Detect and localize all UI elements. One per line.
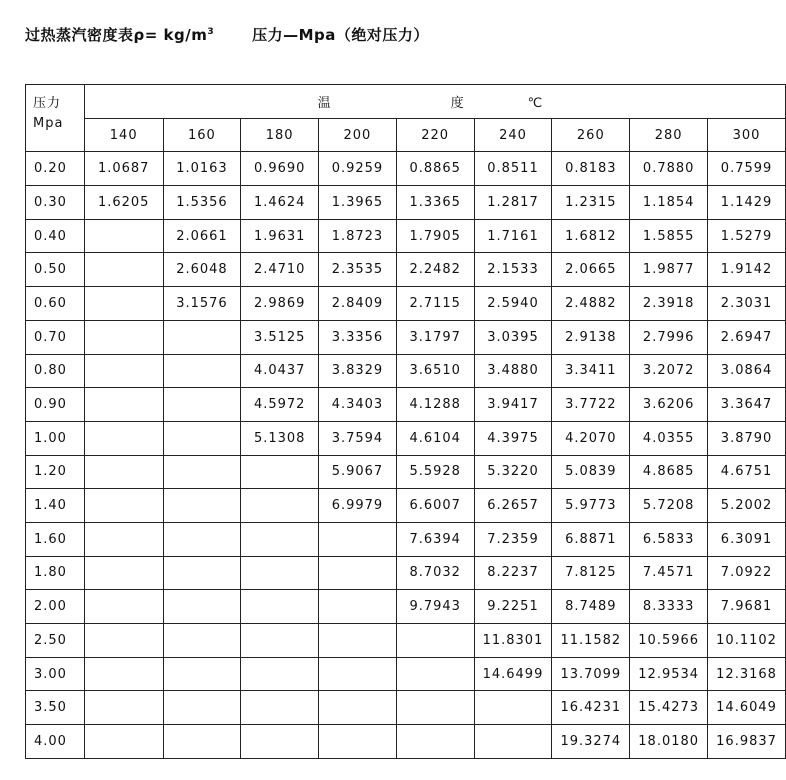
density-cell: 6.9979 [319, 489, 397, 523]
density-cell: 2.4710 [241, 253, 319, 287]
density-cell: 3.1576 [163, 287, 241, 321]
density-cell: 7.2359 [474, 522, 552, 556]
column-header-220: 220 [396, 118, 474, 152]
title-main: 过热蒸汽密度表ρ= kg/m [25, 26, 208, 44]
density-cell [241, 624, 319, 658]
density-cell [319, 691, 397, 725]
density-cell [163, 657, 241, 691]
pressure-header [26, 85, 85, 152]
density-cell: 9.2251 [474, 590, 552, 624]
pressure-cell: 0.20 [26, 152, 85, 186]
table-row [26, 624, 786, 658]
density-cell: 2.3031 [708, 287, 786, 321]
density-cell: 12.3168 [708, 657, 786, 691]
density-cell: 3.7594 [319, 421, 397, 455]
density-cell: 8.2237 [474, 556, 552, 590]
density-cell: 2.9138 [552, 320, 630, 354]
column-header-300: 300 [708, 118, 786, 152]
table-row [26, 725, 786, 759]
density-cell: 3.0395 [474, 320, 552, 354]
density-cell: 2.3918 [630, 287, 708, 321]
density-cell: 5.0839 [552, 455, 630, 489]
pressure-cell: 1.40 [26, 489, 85, 523]
density-cell: 6.8871 [552, 522, 630, 556]
density-cell [396, 691, 474, 725]
density-cell: 4.2070 [552, 421, 630, 455]
table-row [26, 320, 786, 354]
density-cell: 14.6049 [708, 691, 786, 725]
density-cell [163, 421, 241, 455]
density-cell [241, 657, 319, 691]
density-cell: 0.8511 [474, 152, 552, 186]
table-row [26, 219, 786, 253]
density-cell: 1.1854 [630, 186, 708, 220]
density-cell [163, 320, 241, 354]
density-cell [241, 556, 319, 590]
table-row [26, 152, 786, 186]
density-cell [84, 421, 163, 455]
density-cell: 8.7489 [552, 590, 630, 624]
pressure-cell: 0.50 [26, 253, 85, 287]
density-cell: 4.0437 [241, 354, 319, 388]
title-unit-superscript: 3 [207, 27, 215, 37]
density-cell: 18.0180 [630, 725, 708, 759]
table-row [26, 354, 786, 388]
density-cell: 2.8409 [319, 287, 397, 321]
density-cell: 0.8865 [396, 152, 474, 186]
temperature-header-char-2: 度 [450, 95, 464, 111]
density-cell: 3.7722 [552, 388, 630, 422]
table-row [26, 590, 786, 624]
density-cell [84, 219, 163, 253]
density-cell [319, 657, 397, 691]
density-cell [163, 522, 241, 556]
density-cell: 1.0687 [84, 152, 163, 186]
density-cell: 3.8790 [708, 421, 786, 455]
density-cell: 3.4880 [474, 354, 552, 388]
column-header-180: 180 [241, 118, 319, 152]
density-cell [84, 590, 163, 624]
density-cell: 2.5940 [474, 287, 552, 321]
density-cell [84, 725, 163, 759]
density-cell [84, 657, 163, 691]
density-cell: 1.2315 [552, 186, 630, 220]
density-cell: 7.9681 [708, 590, 786, 624]
pressure-header-unit: Mpa [33, 116, 64, 131]
pressure-cell: 0.60 [26, 287, 85, 321]
density-cell: 7.4571 [630, 556, 708, 590]
density-cell: 3.5125 [241, 320, 319, 354]
pressure-cell: 0.30 [26, 186, 85, 220]
density-cell [241, 455, 319, 489]
density-cell [163, 455, 241, 489]
table-row [26, 388, 786, 422]
density-cell [396, 657, 474, 691]
density-cell: 7.8125 [552, 556, 630, 590]
column-header-260: 260 [552, 118, 630, 152]
density-cell: 12.9534 [630, 657, 708, 691]
density-cell: 14.6499 [474, 657, 552, 691]
density-cell [84, 691, 163, 725]
density-cell: 3.1797 [396, 320, 474, 354]
density-cell: 4.6751 [708, 455, 786, 489]
pressure-cell: 2.50 [26, 624, 85, 658]
table-row [26, 287, 786, 321]
density-cell: 2.0661 [163, 219, 241, 253]
density-cell [241, 691, 319, 725]
density-cell: 2.3535 [319, 253, 397, 287]
density-cell: 10.1102 [708, 624, 786, 658]
density-cell: 4.3403 [319, 388, 397, 422]
density-cell: 6.5833 [630, 522, 708, 556]
density-cell: 0.7599 [708, 152, 786, 186]
density-cell [84, 320, 163, 354]
header-row-temperature [26, 85, 786, 119]
density-cell [84, 556, 163, 590]
density-cell: 1.9877 [630, 253, 708, 287]
pressure-cell: 0.40 [26, 219, 85, 253]
density-cell [319, 522, 397, 556]
density-cell: 10.5966 [630, 624, 708, 658]
density-cell [84, 522, 163, 556]
density-cell [163, 354, 241, 388]
density-cell: 7.6394 [396, 522, 474, 556]
density-cell: 1.5356 [163, 186, 241, 220]
density-cell: 4.6104 [396, 421, 474, 455]
temperature-header-unit: ℃ [527, 95, 543, 111]
table-row [26, 556, 786, 590]
density-cell [163, 725, 241, 759]
density-cell: 3.3647 [708, 388, 786, 422]
table-row [26, 186, 786, 220]
density-cell: 4.0355 [630, 421, 708, 455]
density-cell: 5.9773 [552, 489, 630, 523]
density-cell [84, 253, 163, 287]
density-cell [163, 388, 241, 422]
table-row [26, 489, 786, 523]
density-cell: 2.7996 [630, 320, 708, 354]
pressure-cell: 0.70 [26, 320, 85, 354]
column-header-140: 140 [84, 118, 163, 152]
table-row [26, 691, 786, 725]
pressure-cell: 4.00 [26, 725, 85, 759]
density-cell: 2.1533 [474, 253, 552, 287]
density-cell [84, 624, 163, 658]
density-cell: 4.8685 [630, 455, 708, 489]
density-cell: 5.9067 [319, 455, 397, 489]
density-cell: 3.9417 [474, 388, 552, 422]
pressure-cell: 1.20 [26, 455, 85, 489]
density-cell: 6.6007 [396, 489, 474, 523]
density-cell [396, 725, 474, 759]
density-cell: 2.6947 [708, 320, 786, 354]
density-cell: 1.3365 [396, 186, 474, 220]
table-row [26, 522, 786, 556]
table-row [26, 455, 786, 489]
density-cell [84, 489, 163, 523]
density-cell: 1.6205 [84, 186, 163, 220]
density-cell [319, 556, 397, 590]
density-cell: 1.5855 [630, 219, 708, 253]
pressure-cell: 0.80 [26, 354, 85, 388]
density-cell: 5.7208 [630, 489, 708, 523]
density-cell: 6.3091 [708, 522, 786, 556]
column-header-280: 280 [630, 118, 708, 152]
density-cell: 1.6812 [552, 219, 630, 253]
density-cell: 0.8183 [552, 152, 630, 186]
title-pressure-unit: 压力—Mpa（绝对压力） [252, 26, 429, 44]
density-cell [241, 522, 319, 556]
density-cell: 2.2482 [396, 253, 474, 287]
density-cell [474, 691, 552, 725]
density-cell: 19.3274 [552, 725, 630, 759]
temperature-header-char-1: 温 [317, 95, 331, 111]
density-cell [319, 624, 397, 658]
density-cell: 5.2002 [708, 489, 786, 523]
density-cell: 15.4273 [630, 691, 708, 725]
density-cell [163, 691, 241, 725]
pressure-cell: 3.00 [26, 657, 85, 691]
density-cell: 16.4231 [552, 691, 630, 725]
density-cell: 4.3975 [474, 421, 552, 455]
density-cell: 8.7032 [396, 556, 474, 590]
density-cell: 5.1308 [241, 421, 319, 455]
density-cell: 1.9631 [241, 219, 319, 253]
density-cell: 4.1288 [396, 388, 474, 422]
density-cell: 6.2657 [474, 489, 552, 523]
density-cell: 3.8329 [319, 354, 397, 388]
temperature-header [84, 85, 785, 119]
density-cell [163, 624, 241, 658]
pressure-header-label: 压力 [33, 96, 62, 111]
density-cell: 5.5928 [396, 455, 474, 489]
steam-density-table [25, 84, 786, 759]
density-cell: 8.3333 [630, 590, 708, 624]
density-cell: 1.4624 [241, 186, 319, 220]
density-cell: 3.3356 [319, 320, 397, 354]
density-cell: 3.2072 [630, 354, 708, 388]
density-cell: 1.2817 [474, 186, 552, 220]
density-cell: 9.7943 [396, 590, 474, 624]
density-cell: 11.1582 [552, 624, 630, 658]
density-cell: 1.0163 [163, 152, 241, 186]
density-cell [241, 725, 319, 759]
column-header-160: 160 [163, 118, 241, 152]
table-row [26, 421, 786, 455]
document-title [25, 24, 429, 45]
density-cell: 2.9869 [241, 287, 319, 321]
density-cell: 3.0864 [708, 354, 786, 388]
pressure-cell: 0.90 [26, 388, 85, 422]
density-cell: 1.8723 [319, 219, 397, 253]
pressure-cell: 1.60 [26, 522, 85, 556]
pressure-cell: 1.80 [26, 556, 85, 590]
density-cell [163, 556, 241, 590]
density-cell: 13.7099 [552, 657, 630, 691]
density-cell: 1.7161 [474, 219, 552, 253]
density-cell: 7.0922 [708, 556, 786, 590]
density-cell [319, 725, 397, 759]
density-cell: 0.9259 [319, 152, 397, 186]
density-cell [474, 725, 552, 759]
density-cell: 2.7115 [396, 287, 474, 321]
density-cell [84, 287, 163, 321]
density-cell: 5.3220 [474, 455, 552, 489]
density-cell [241, 590, 319, 624]
table-row [26, 657, 786, 691]
density-cell [396, 624, 474, 658]
density-cell: 2.0665 [552, 253, 630, 287]
header-row-columns [26, 118, 786, 152]
density-cell: 1.3965 [319, 186, 397, 220]
pressure-cell: 1.00 [26, 421, 85, 455]
column-header-240: 240 [474, 118, 552, 152]
density-cell: 2.6048 [163, 253, 241, 287]
table-row [26, 253, 786, 287]
density-cell: 1.7905 [396, 219, 474, 253]
density-cell: 3.6206 [630, 388, 708, 422]
density-cell [84, 388, 163, 422]
pressure-cell: 2.00 [26, 590, 85, 624]
density-cell: 16.9837 [708, 725, 786, 759]
density-cell [241, 489, 319, 523]
density-cell [163, 590, 241, 624]
density-cell: 11.8301 [474, 624, 552, 658]
density-cell [319, 590, 397, 624]
density-cell: 3.3411 [552, 354, 630, 388]
density-cell [84, 455, 163, 489]
density-cell: 2.4882 [552, 287, 630, 321]
density-cell: 4.5972 [241, 388, 319, 422]
density-cell [84, 354, 163, 388]
pressure-cell: 3.50 [26, 691, 85, 725]
density-cell: 3.6510 [396, 354, 474, 388]
density-cell: 0.9690 [241, 152, 319, 186]
density-cell: 1.5279 [708, 219, 786, 253]
density-cell: 1.1429 [708, 186, 786, 220]
column-header-200: 200 [319, 118, 397, 152]
density-cell [163, 489, 241, 523]
density-cell: 1.9142 [708, 253, 786, 287]
density-cell: 0.7880 [630, 152, 708, 186]
